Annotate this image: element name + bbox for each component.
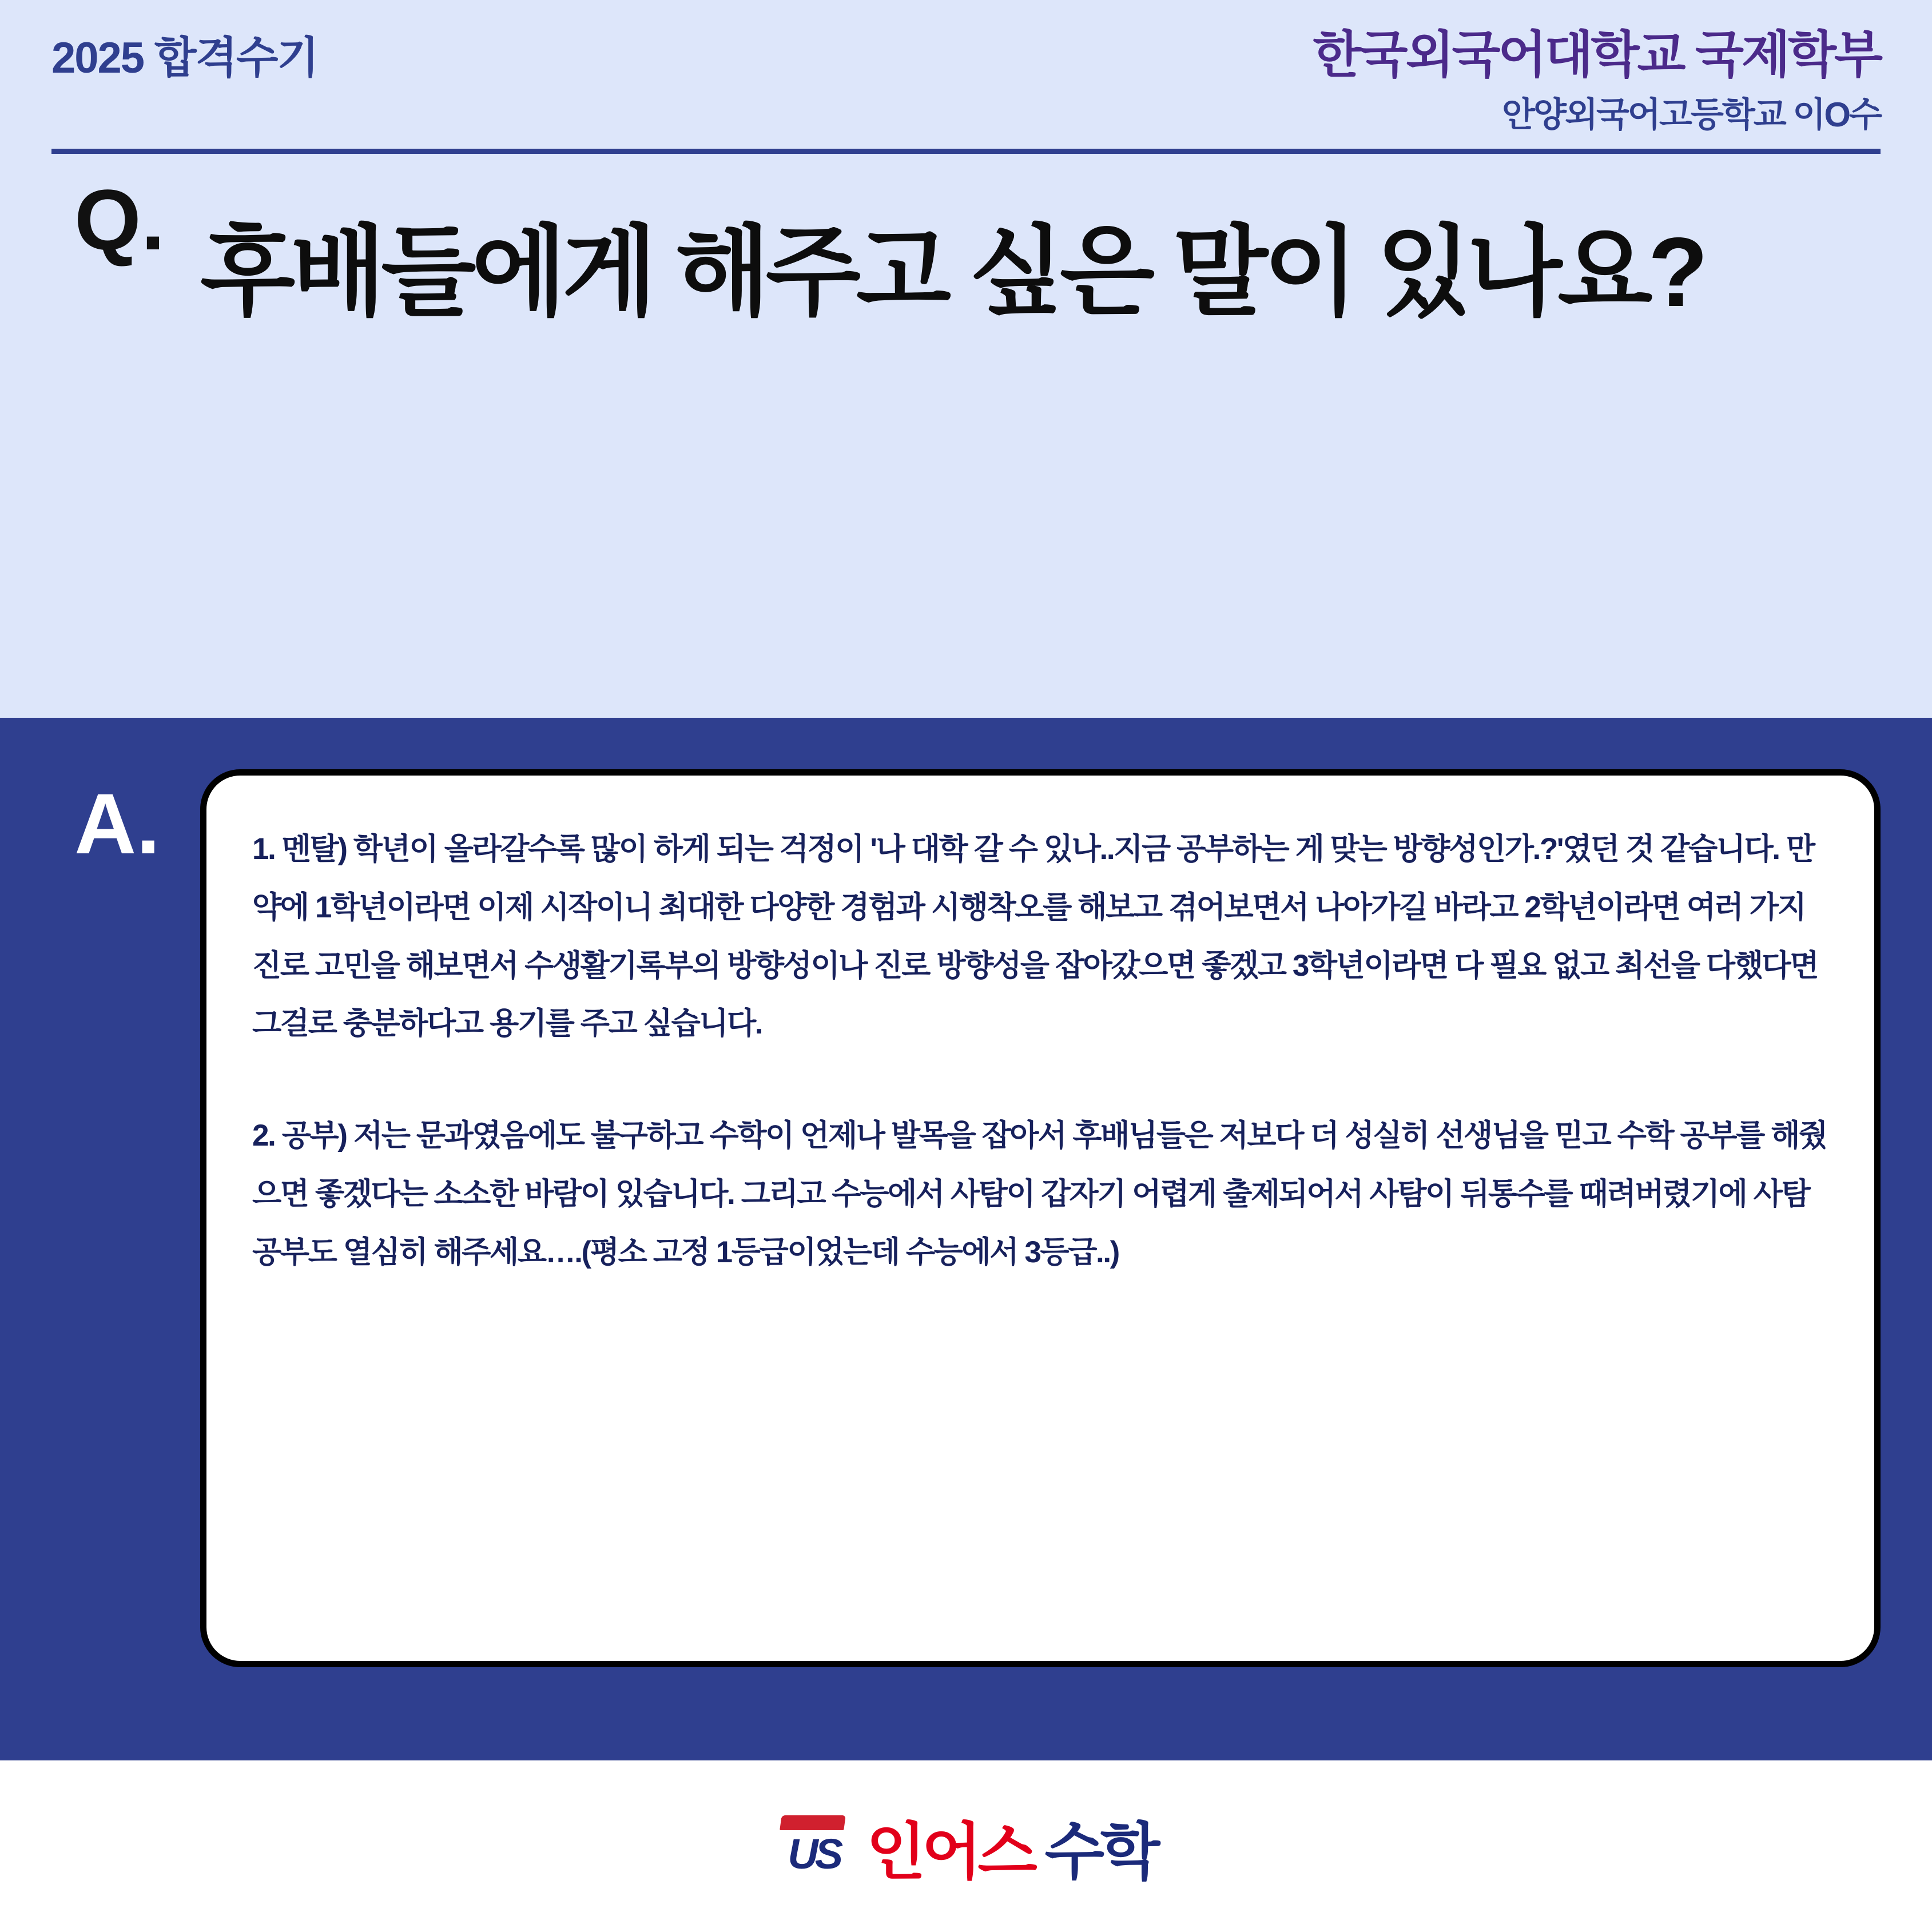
question-block	[51, 172, 1881, 345]
logo-badge-text: US	[788, 1830, 840, 1878]
cap-shape	[780, 1815, 846, 1830]
answer-paragraph: 2. 공부) 저는 문과였음에도 불구하고 수학이 언제나 발목을 잡아서 후배님들은 저보다 더 성실히 선생님을 믿고 수학 공부를 해줬으면 좋겠다는 소소한 바람이 있습니다. 그리고 수능에서 사탐이 갑자기 어렵게 출제되어서 사탐이 뒤통수를 때려버렸기에 사탐 공부도 열심히 해주세요….(평소 고정 1등급이었는데 수능에서 3등급..)	[252, 1119, 1827, 1269]
question-marker: Q.	[74, 172, 165, 268]
student-name: 안양외국어고등학교 이O수	[1502, 96, 1881, 134]
year-tag: 2025 합격수기	[51, 34, 318, 82]
question-section	[0, 0, 1932, 718]
university-name: 한국외국어대학교 국제학부	[1313, 26, 1881, 83]
footer-logo	[0, 1760, 1932, 1932]
answer-section	[0, 718, 1932, 1760]
logo-name-red: 인어스	[866, 1816, 1033, 1886]
card-header	[51, 26, 1881, 154]
answer-box	[200, 769, 1881, 1667]
header-right-block	[1313, 26, 1881, 134]
question-text: 후배들에게 해주고 싶은 말이 있나요?	[200, 217, 1704, 328]
graduation-cap-icon	[776, 1814, 852, 1878]
answer-paragraph: 1. 멘탈) 학년이 올라갈수록 많이 하게 되는 걱정이 '나 대학 갈 수 있나..지금 공부하는 게 맞는 방향성인가.?'였던 것 같습니다. 만약에 1학년이라면 이제 시작이니 최대한 다양한 경험과 시행착오를 해보고 겪어보면서 나아가길 바라고 2학년이라면 여러 가지 진로 고민을 해보면서 수생활기록부의 방향성이나 진로 방향성을 잡아갔으면 좋겠고 3학년이라면 다 필요 없고 최선을 다했다면 그걸로 충분하다고 용기를 주고 싶습니다.	[252, 832, 1818, 1041]
answer-marker: A.	[74, 776, 160, 872]
logo-name-navy: 수학	[1044, 1816, 1156, 1886]
